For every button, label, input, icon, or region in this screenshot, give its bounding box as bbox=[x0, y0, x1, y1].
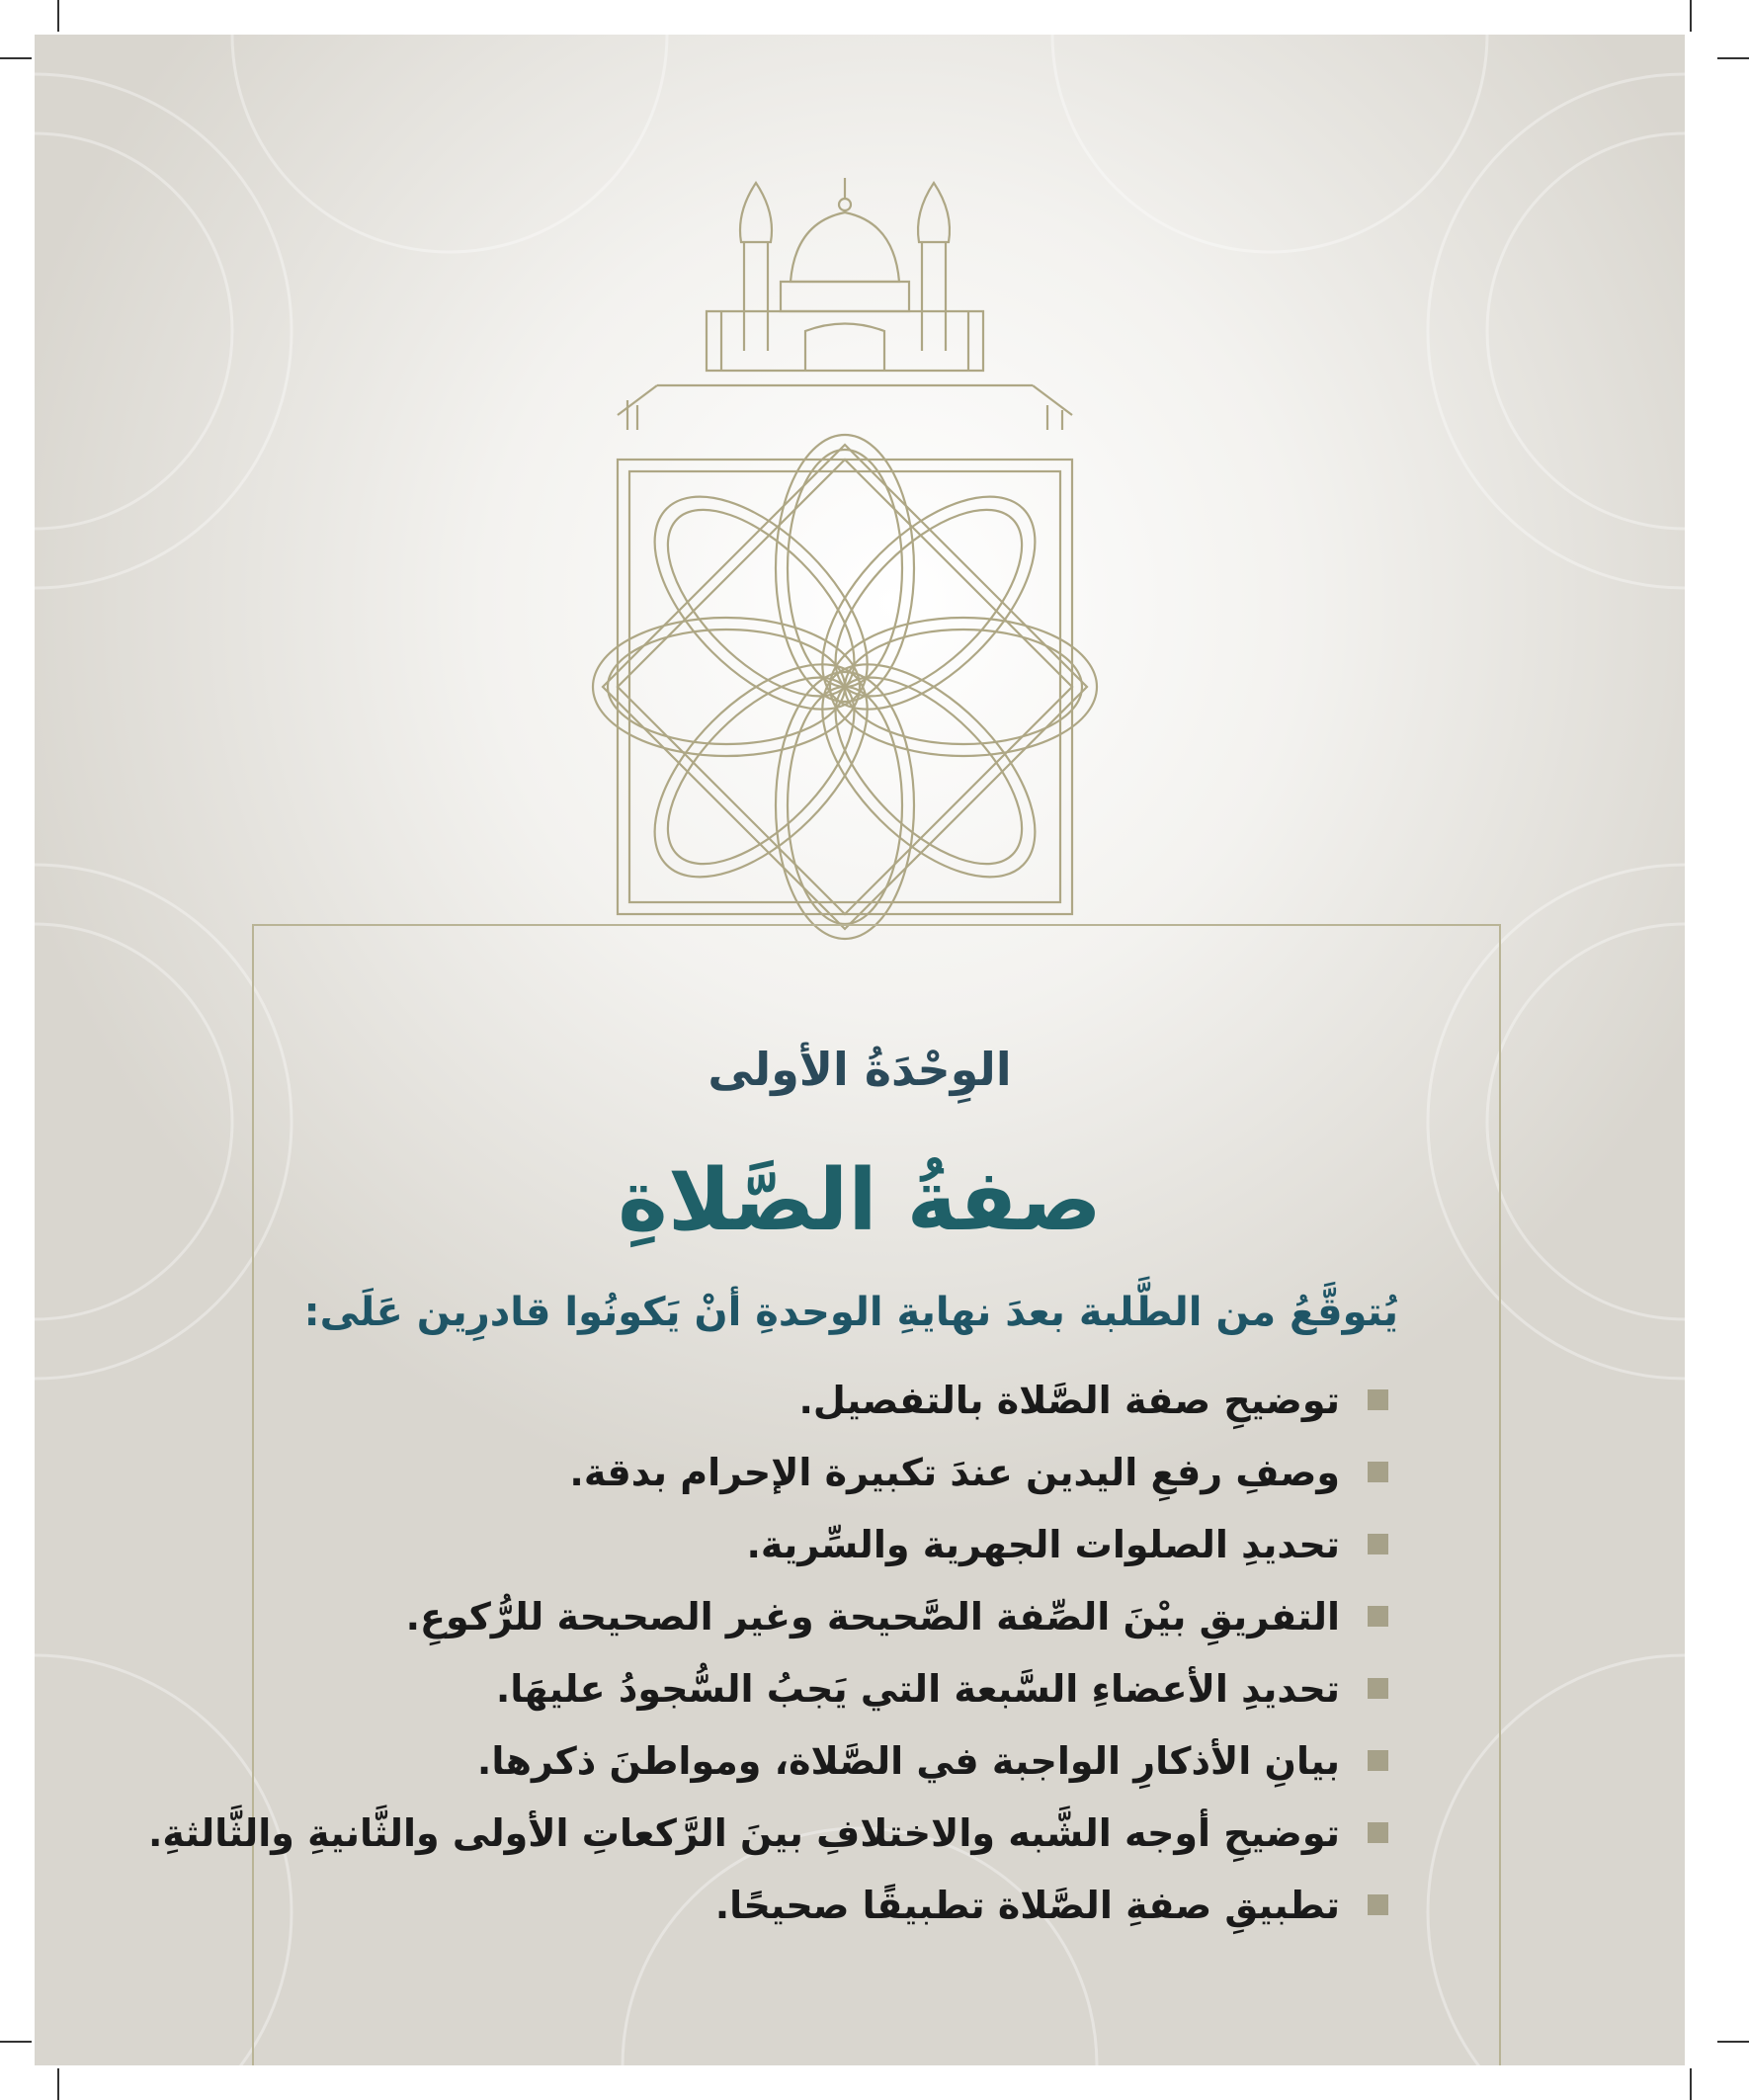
objective-item bbox=[143, 1652, 1388, 1724]
objective-item bbox=[143, 1436, 1388, 1508]
crop-mark-top-left-v bbox=[57, 0, 59, 32]
square-bullet-icon bbox=[1368, 1822, 1388, 1843]
objective-item bbox=[143, 1580, 1388, 1652]
square-bullet-icon bbox=[1368, 1750, 1388, 1771]
square-bullet-icon bbox=[1368, 1389, 1388, 1410]
objectives-list bbox=[143, 1364, 1388, 1941]
objective-text: التفريقِ بيْنَ الصِّفة الصَّحيحة وغير الصحيحة للرُّكوعِ. bbox=[405, 1594, 1340, 1638]
objective-text: تطبيقِ صفةِ الصَّلاة تطبيقًا صحيحًا. bbox=[714, 1883, 1340, 1927]
crop-mark-top-right-h bbox=[1717, 57, 1749, 59]
mosque-silhouette-icon bbox=[618, 178, 1072, 430]
objective-text: توضيحِ أوجه الشَّبه والاختلافِ بينَ الرَّكعاتِ الأولى والثَّانيةِ والثَّالثةِ. bbox=[147, 1810, 1340, 1855]
square-bullet-icon bbox=[1368, 1606, 1388, 1627]
objectives-intro: يُتوقَّعُ من الطَّلبة بعدَ نهايةِ الوحدةِ أنْ يَكونُوا قادرِين عَلَى: bbox=[303, 1290, 1398, 1335]
objective-item bbox=[143, 1797, 1388, 1869]
square-bullet-icon bbox=[1368, 1462, 1388, 1482]
eight-petal-rosette-icon bbox=[593, 435, 1097, 939]
objective-item bbox=[143, 1364, 1388, 1436]
objective-text: وصفِ رفعِ اليدين عندَ تكبيرة الإحرام بدقة. bbox=[569, 1450, 1340, 1494]
crop-mark-bottom-right-v bbox=[1690, 2068, 1692, 2100]
unit-cover-page bbox=[35, 35, 1685, 2065]
objective-item bbox=[143, 1869, 1388, 1941]
crop-mark-top-right-v bbox=[1690, 0, 1692, 32]
square-bullet-icon bbox=[1368, 1894, 1388, 1915]
crop-mark-bottom-right-h bbox=[1717, 2041, 1749, 2043]
square-bullet-icon bbox=[1368, 1678, 1388, 1699]
objective-text: بيانِ الأذكارِ الواجبة في الصَّلاة، ومواطنَ ذكرها. bbox=[476, 1738, 1340, 1783]
objective-text: توضيحِ صفة الصَّلاة بالتفصيل. bbox=[798, 1378, 1340, 1422]
crop-mark-bottom-left-h bbox=[0, 2041, 32, 2043]
mosque-rosette-emblem bbox=[509, 173, 1181, 1023]
square-bullet-icon bbox=[1368, 1534, 1388, 1554]
objective-text: تحديدِ الصلوات الجهرية والسِّرية. bbox=[746, 1522, 1340, 1566]
objective-item bbox=[143, 1508, 1388, 1580]
objective-text: تحديدِ الأعضاءِ السَّبعة التي يَجبُ السُّجودُ عليهَا. bbox=[495, 1666, 1340, 1711]
objective-item bbox=[143, 1724, 1388, 1797]
unit-label: الوِحْدَةُ الأولى bbox=[708, 1043, 1012, 1096]
crop-mark-bottom-left-v bbox=[57, 2068, 59, 2100]
unit-title: صفةُ الصَّلاةِ bbox=[618, 1151, 1102, 1250]
crop-mark-top-left-h bbox=[0, 57, 32, 59]
